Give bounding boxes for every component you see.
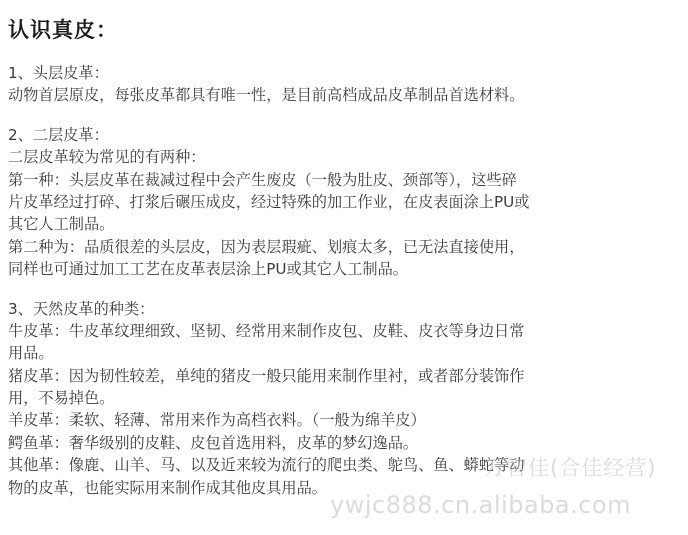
section-heading: 1、头层皮革： (8, 64, 109, 82)
paragraph-line: 用品。 (8, 344, 54, 363)
paragraph-line: 片皮革经过打碎、打浆后碾压成皮，经过特殊的加工作业，在皮表面涂上PU或 (8, 192, 530, 211)
section-heading: 2、二层皮革： (8, 125, 109, 144)
paragraph-line: 鳄鱼革：奢华级别的皮鞋、皮包首选用料，皮革的梦幻逸品。 (8, 433, 419, 452)
paragraph-line: 牛皮革：牛皮革纹理细致、坚韧、经常用来制作皮包、皮鞋、皮衣等身边日常 (8, 321, 525, 340)
paragraph-line: 同样也可通过加工工艺在皮革表层涂上PU或其它人工制品。 (8, 260, 408, 279)
watermark-name: 万智佳(合佳经营) (484, 456, 657, 480)
section-split-leather (8, 124, 680, 281)
paragraph-line: 第一种：头层皮革在裁减过程中会产生废皮（一般为肚皮、颈部等），这些碎 (8, 170, 517, 189)
document-body (8, 62, 680, 499)
paragraph-line: 猪皮革：因为韧性较差，单纯的猪皮一般只能用来制作里衬，或者部分装饰作 (8, 366, 525, 385)
paragraph-line: 其它人工制品。 (8, 215, 115, 234)
paragraph-line: 羊皮革：柔软、轻薄、常用来作为高档衣料。（一般为绵羊皮） (8, 411, 426, 430)
watermark-url: ywjc888.cn.alibaba.com (330, 491, 631, 519)
section-leather-types (8, 298, 680, 500)
page-title: 认识真皮： (8, 18, 118, 42)
paragraph-line: 动物首层原皮，每张皮革都具有唯一性，是目前高档成品皮革制品首选材料。 (8, 86, 525, 105)
paragraph-line: 二层皮革较为常见的有两种： (8, 148, 206, 167)
section-heading: 3、天然皮革的种类： (8, 299, 155, 318)
section-head-leather (8, 62, 680, 107)
paragraph-line: 第二种为：品质很差的头层皮，因为表层瑕疵、划痕太多，已无法直接使用， (8, 237, 525, 256)
paragraph-line: 用，不易掉色。 (8, 389, 115, 408)
paragraph-line: 其他革：像鹿、山羊、马、以及近来较为流行的爬虫类、鸵鸟、鱼、蟒蛇等动 (8, 456, 525, 475)
paragraph-line: 物的皮革，也能实际用来制作成其他皮具用品。 (8, 478, 327, 497)
